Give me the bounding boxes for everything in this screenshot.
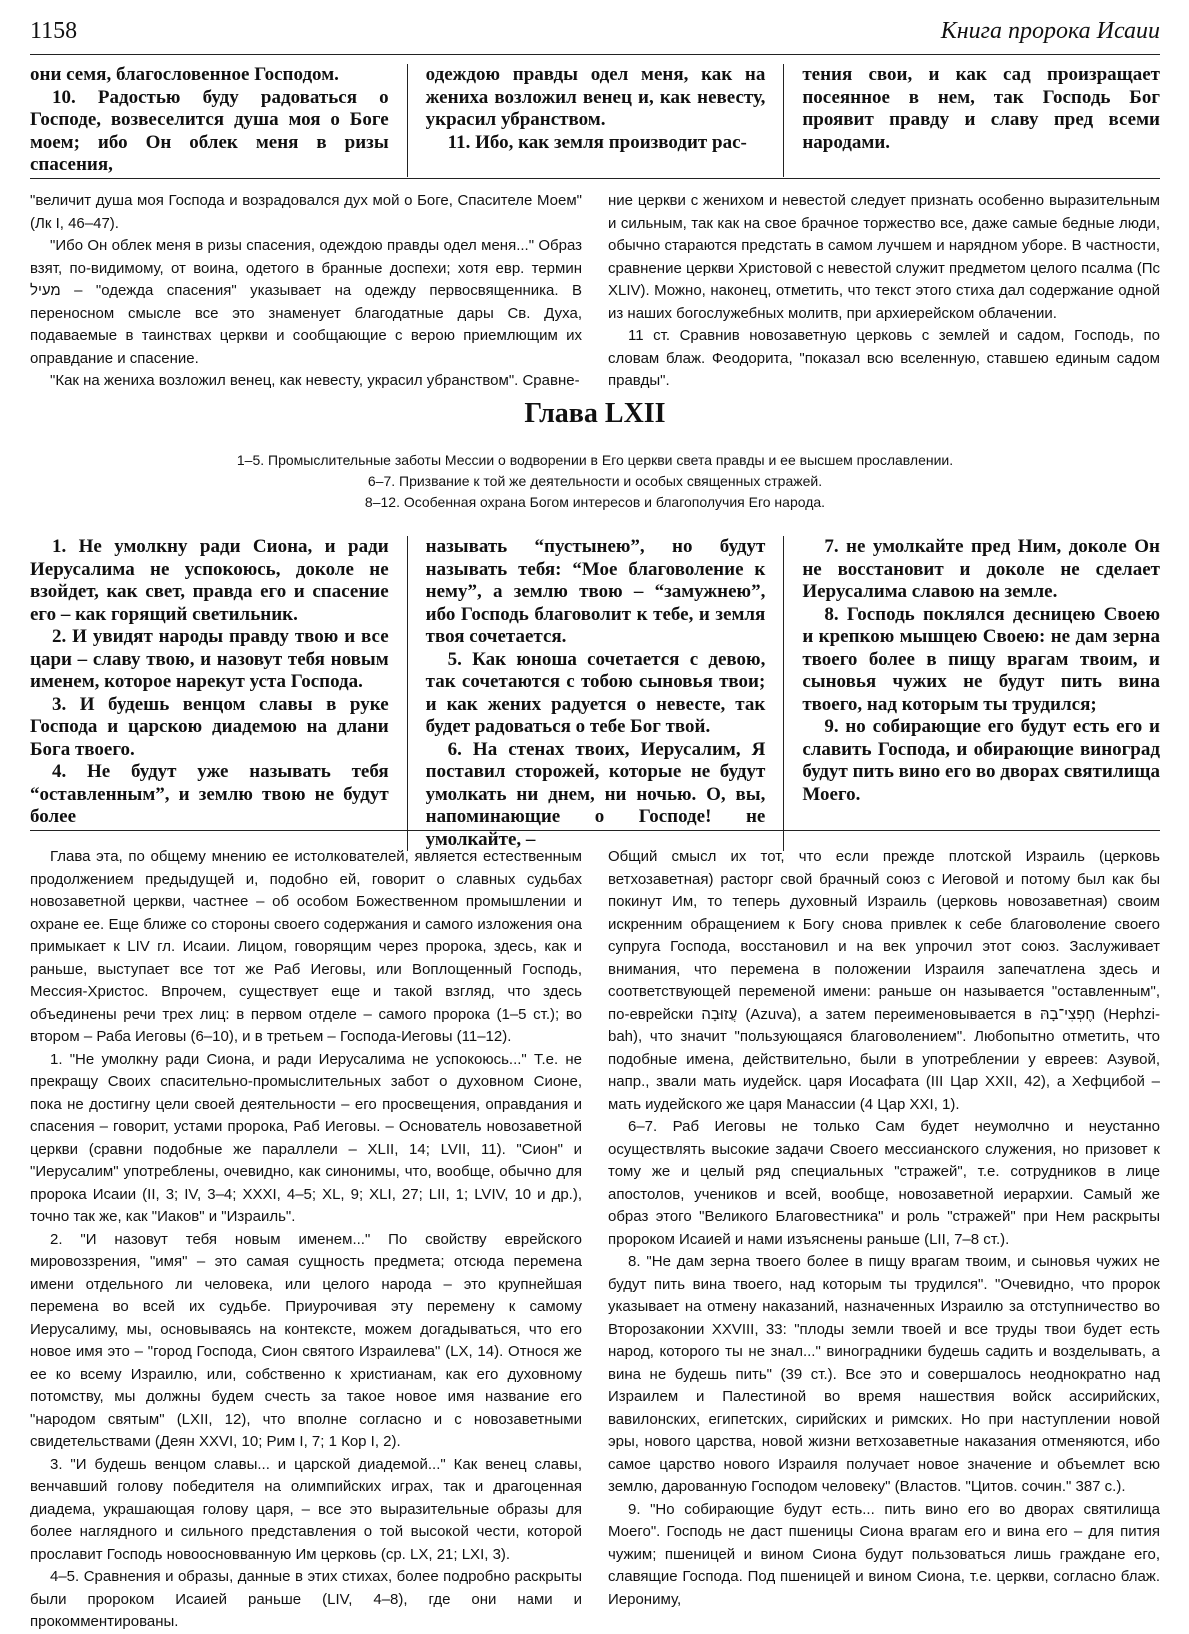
top-scripture-col-3 (783, 64, 1160, 177)
top-commentary-left (30, 190, 582, 393)
summary-line: 6–7. Призвание к той же деятельности и особых священных стражей. (367, 473, 823, 489)
summary-line: 1–5. Промыслительные заботы Мессии о водворении в Его церкви света правды и ее высшем прославлении. (236, 452, 954, 468)
verse-text: 11. Ибо, как земля производит рас- (447, 131, 747, 153)
top-scripture-col-2 (407, 64, 784, 177)
page (30, 0, 1160, 1630)
header-rule (30, 54, 1160, 55)
chapter-scripture (30, 536, 1160, 851)
verse-text: 10. Радостью буду радоваться о Господе, возвеселится душа моя о Боге моем; ибо Он облек меня в ризы спасения, (30, 86, 389, 175)
top-commentary-right (608, 190, 1160, 393)
verse-text: 2. И увидят народы правду твою и все цари – славу твою, и назовут тебя новым именем, которое нарекут уста Господа. (30, 626, 389, 692)
divider-rule (30, 830, 1160, 831)
verse-text: 8. Господь поклялся десницею Своею и крепкою мышцею Своею: не дам зерна твоего более в пищу врагам твоим, и сыновья чужих не будут пить вина твоего, над которым ты трудился; (802, 603, 1160, 715)
commentary-paragraph: Глава эта, по общему мнению ее истолкователей, является естественным продолжением предыдущей и, подобно ей, говорит о славных судьбах новозаветной церкви, частнее – об особом Божественном промышлении и охране ее. Еще ближе со стороны своего содержания и самого изложения она примыкает к LIV гл. Исаии. Лицом, говорящим через пророка, здесь, как и раньше, выступает все тот же Раб Иеговы, или Воплощенный Господь, Мессия-Христос. Впрочем, существует еще и такой взгляд, что здесь объединены речи трех лиц: в первом отделе – самого пророка (1–5 ст.); во втором – Раба Иеговы (6–10), и в третьем – Господа-Иеговы (11–12). (30, 848, 582, 1045)
commentary-paragraph: 1. "Не умолкну ради Сиона, и ради Иерусалима не успокоюсь..." Т.е. не прекращу Своих спасительно-промыслительных забот о духовном Сионе, пока не достигну цели своей деятельности – его просвещения, оправдания и спасения – говорит, устами пророка, Раб Иеговы. – Основатель новозаветной церкви (сравни подобные же параллели – XLII, 14; LVII, 11). "Сион" и "Иерусалим" употреблены, очевидно, как синонимы, что, вообще, обычно для пророка Исаии (II, 3; IV, 3–4; XXXI, 4–5; XL, 9; XLI, 27; LII, 1; LVIV, 10 и др.), точно так же, как "Иаков" и "Израиль". (30, 1050, 582, 1225)
verse-text: 7. не умолкайте пред Ним, доколе Он не восстановит и доколе не сделает Иерусалима славою на земле. (802, 536, 1160, 602)
commentary-paragraph: 9. "Но собирающие будут есть... пить вино его во дворах святилища Моего". Господь не даст пшеницы Сиона врагам его и вина его – для пития чужим; пшеницей и вином Сиона будут пользоваться лишь граждане его, славящие Господа. Под пшеницей и вином Сиона, т.е. церкви, согласно блаж. Иерониму, (608, 1500, 1160, 1608)
top-scripture (30, 64, 1160, 177)
verse-text: 5. Как юноша сочетается с девою, так сочетаются с тобою сыновья твои; и как жених радуется о невесте, так будет радоваться о тебе Бог твой. (425, 648, 766, 737)
commentary-paragraph: "величит душа моя Господа и возрадовался дух мой о Боге, Спасителе Моем" (Лк I, 46–47). (30, 192, 582, 232)
commentary-paragraph: 6–7. Раб Иеговы не только Сам будет неумолчно и неустанно осуществлять высокие задачи Своего мессианского служения, но призовет к тому же и целый ряд специальных "стражей", т.е. сотрудников в лице апостолов, учеников и всей, вообще, новозаветной иерархии. Самый же образ этого "Великого Благовестника" и роль "стражей" при Нем раскрыты пророком Исаией и нами изъяснены раньше (LII, 7–8 ст.). (608, 1118, 1160, 1248)
chapter-summary (30, 450, 1160, 513)
running-header (30, 18, 1160, 52)
commentary-paragraph: Общий смысл их тот, что если прежде плотской Израиль (церковь ветхозаветная) расторг свой брачный союз с Иеговой и потому был как бы покинут Им, то теперь духовный Израиль (церковь новозаветная) своим искренним обращением к Богу снова привлек к себе благоволение своего супруга Господа, восстановил и на век упрочил этот союз. Заслуживает внимания, что перемена в положении Израиля запечатлена здесь и соответствующей переменой имени: раньше он называется "оставленным", по-еврейски עֲזוּבָה (Azuva), а затем переименовывается в חֶפְצִי־בָהּ (Hephzi-bah), что значит "пользующаяся благоволением". Любопытно отметить, что подобные имена, действительно, были в употреблении у евреев: Азувой, напр., звали мать иудейск. царя Иосафата (III Цар XXII, 42), а Хефцибой – мать иудейского же царя Манассии (4 Цар XXI, 1). (608, 848, 1160, 1113)
verse-text: 4. Не будут уже называть тебя “оставленным”, и землю твою не будут более (30, 761, 389, 827)
verse-text: одеждою правды одел меня, как на жениха возложил венец и, как невесту, украсил убранством. (425, 64, 766, 130)
commentary-paragraph: 3. "И будешь венцом славы... и царской диадемой..." Как венец славы, венчавший голову победителя на олимпийских играх, так и драгоценная диадема, украшающая голову царя, – все это выразительные образы для более наглядного и сильного представления о той высокой чести, которой прославит Господь новоосновванную Им церковь (ср. LX, 21; LXI, 3). (30, 1455, 582, 1563)
chapter-scripture-col-3 (783, 536, 1160, 851)
chapter-title: Глава LXII (524, 398, 666, 429)
chapter-scripture-col-2 (407, 536, 784, 851)
commentary-paragraph: 11 ст. Сравнив новозаветную церковь с землей и садом, Господь, по словам блаж. Феодорита, "показал всю вселенную, ставшею единым садом правды". (608, 327, 1160, 389)
commentary-paragraph: ние церкви с женихом и невестой следует признать особенно выразительным и сильным, так как на свое брачное торжество все, даже самые бедные люди, обычно стараются предстать в самом лучшем и нарядном уборе. В частности, сравнение церкви Христовой с невестой служит предметом целого псалма (Пс XLIV). Можно, наконец, отметить, что текст этого стиха дал содержание одной из наших богослужебных молитв, при архиерейском облачении. (608, 192, 1160, 322)
commentary-paragraph: "Как на жениха возложил венец, как невесту, украсил убранством". Сравне- (50, 372, 580, 389)
commentary-paragraph: "Ибо Он облек меня в ризы спасения, одеждою правды одел меня..." Образ взят, по-видимому, от воина, одетого в бранные доспехи; хотя евр. термин מעיל – "одежда спасения" указывает на одежду первосвященника. В переносном смысле все это знаменует благодатные дары Св. Духа, подаваемые в таинствах церкви и сообщающие с верою приемлющим их оправдание и спасение. (30, 237, 582, 367)
verse-text: 6. На стенах твоих, Иерусалим, Я поставил сторожей, которые не будут умолкать ни днем, ни ночью. О, вы, напоминающие о Господе! не умолкайте, – (425, 738, 766, 850)
verse-text: называть “пустынею”, но будут называть тебя: “Мое благоволение к нему”, а землю твою – “замужнею”, ибо Господь благоволит к тебе, и земля твоя сочетается. (425, 536, 766, 647)
commentary-paragraph: 4–5. Сравнения и образы, данные в этих стихах, более подробно раскрыты были пророком Исаией раньше (LIV, 4–8), где они нами и прокомментированы. (30, 1568, 582, 1630)
bottom-commentary-right (608, 846, 1160, 1634)
chapter-scripture-col-1 (30, 536, 407, 851)
bottom-commentary-left (30, 846, 582, 1634)
bottom-commentary (30, 846, 1160, 1634)
commentary-paragraph: 2. "И назовут тебя новым именем..." По свойству еврейского мировоззрения, "имя" – это самая сущность предмета; отсюда перемена имени отдельного ли человека, или целого народа – это крупнейшая перемена во всей их судьбе. Приурочивая эту перемену к самому Иерусалиму, мы, основываясь на контексте, можем догадываться, что его новое имя это – "город Господа, Сион святого Израилева" (LX, 14). Относя же ее ко всему Израилю, или, собственно к христианам, как его духовному потомству, мы должны будем счесть за такое новое имя название его "народом святым" (LXII, 12), что вполне согласно и с новозаветными свидетельствами (Деян XXVI, 10; Рим I, 7; 1 Кор I, 2). (30, 1230, 582, 1450)
top-commentary (30, 190, 1160, 393)
verse-text: они семя, благословенное Господом. (30, 64, 339, 85)
top-scripture-col-1 (30, 64, 407, 177)
page-number: 1158 (30, 18, 78, 44)
commentary-paragraph: 8. "Не дам зерна твоего более в пищу врагам твоим, и сыновья чужих не будут пить вина твоего, над которым ты трудился". "Очевидно, что пророк указывает на отмену наказаний, назначенных Израилю за отступничество во Второзаконии XXVIII, 33: "плоды земли твоей и все труды твои будет есть народ, которого ты не знал..." виноградники будешь садить и возделывать, а вина не будешь пить" (39 ст.). Все это и совершалось неоднократно над Израилем и Палестиной во время нашествия войск ассирийских, вавилонских, египетских, сирийских и римских. Но при наступлении новой эры, нового царства, новой жизни ветхозаветные наказания отменяются, ибо самое царство нового Израиля получает новое значение и объемлет всю землю, дарованную Господом человеку" (Властов. "Цитов. сочин." 387 с.). (608, 1253, 1160, 1495)
divider-rule (30, 178, 1160, 179)
book-title: Книга пророка Исаии (940, 18, 1160, 44)
summary-line: 8–12. Особенная охрана Богом интересов и благополучия Его народа. (364, 494, 826, 510)
verse-text: 9. но собирающие его будут есть его и славить Господа, и обирающие виноград будут пить вино его во дворах святилища Моего. (802, 716, 1160, 805)
verse-text: 1. Не умолкну ради Сиона, и ради Иерусалима не успокоюсь, доколе не взойдет, как свет, правда его и спасение его – как горящий светильник. (30, 536, 389, 625)
verse-text: тения свои, и как сад произращает посеянное в нем, так Господь Бог проявит правду и славу пред всеми народами. (802, 64, 1160, 153)
verse-text: 3. И будешь венцом славы в руке Господа и царскою диадемою на длани Бога твоего. (30, 693, 389, 760)
